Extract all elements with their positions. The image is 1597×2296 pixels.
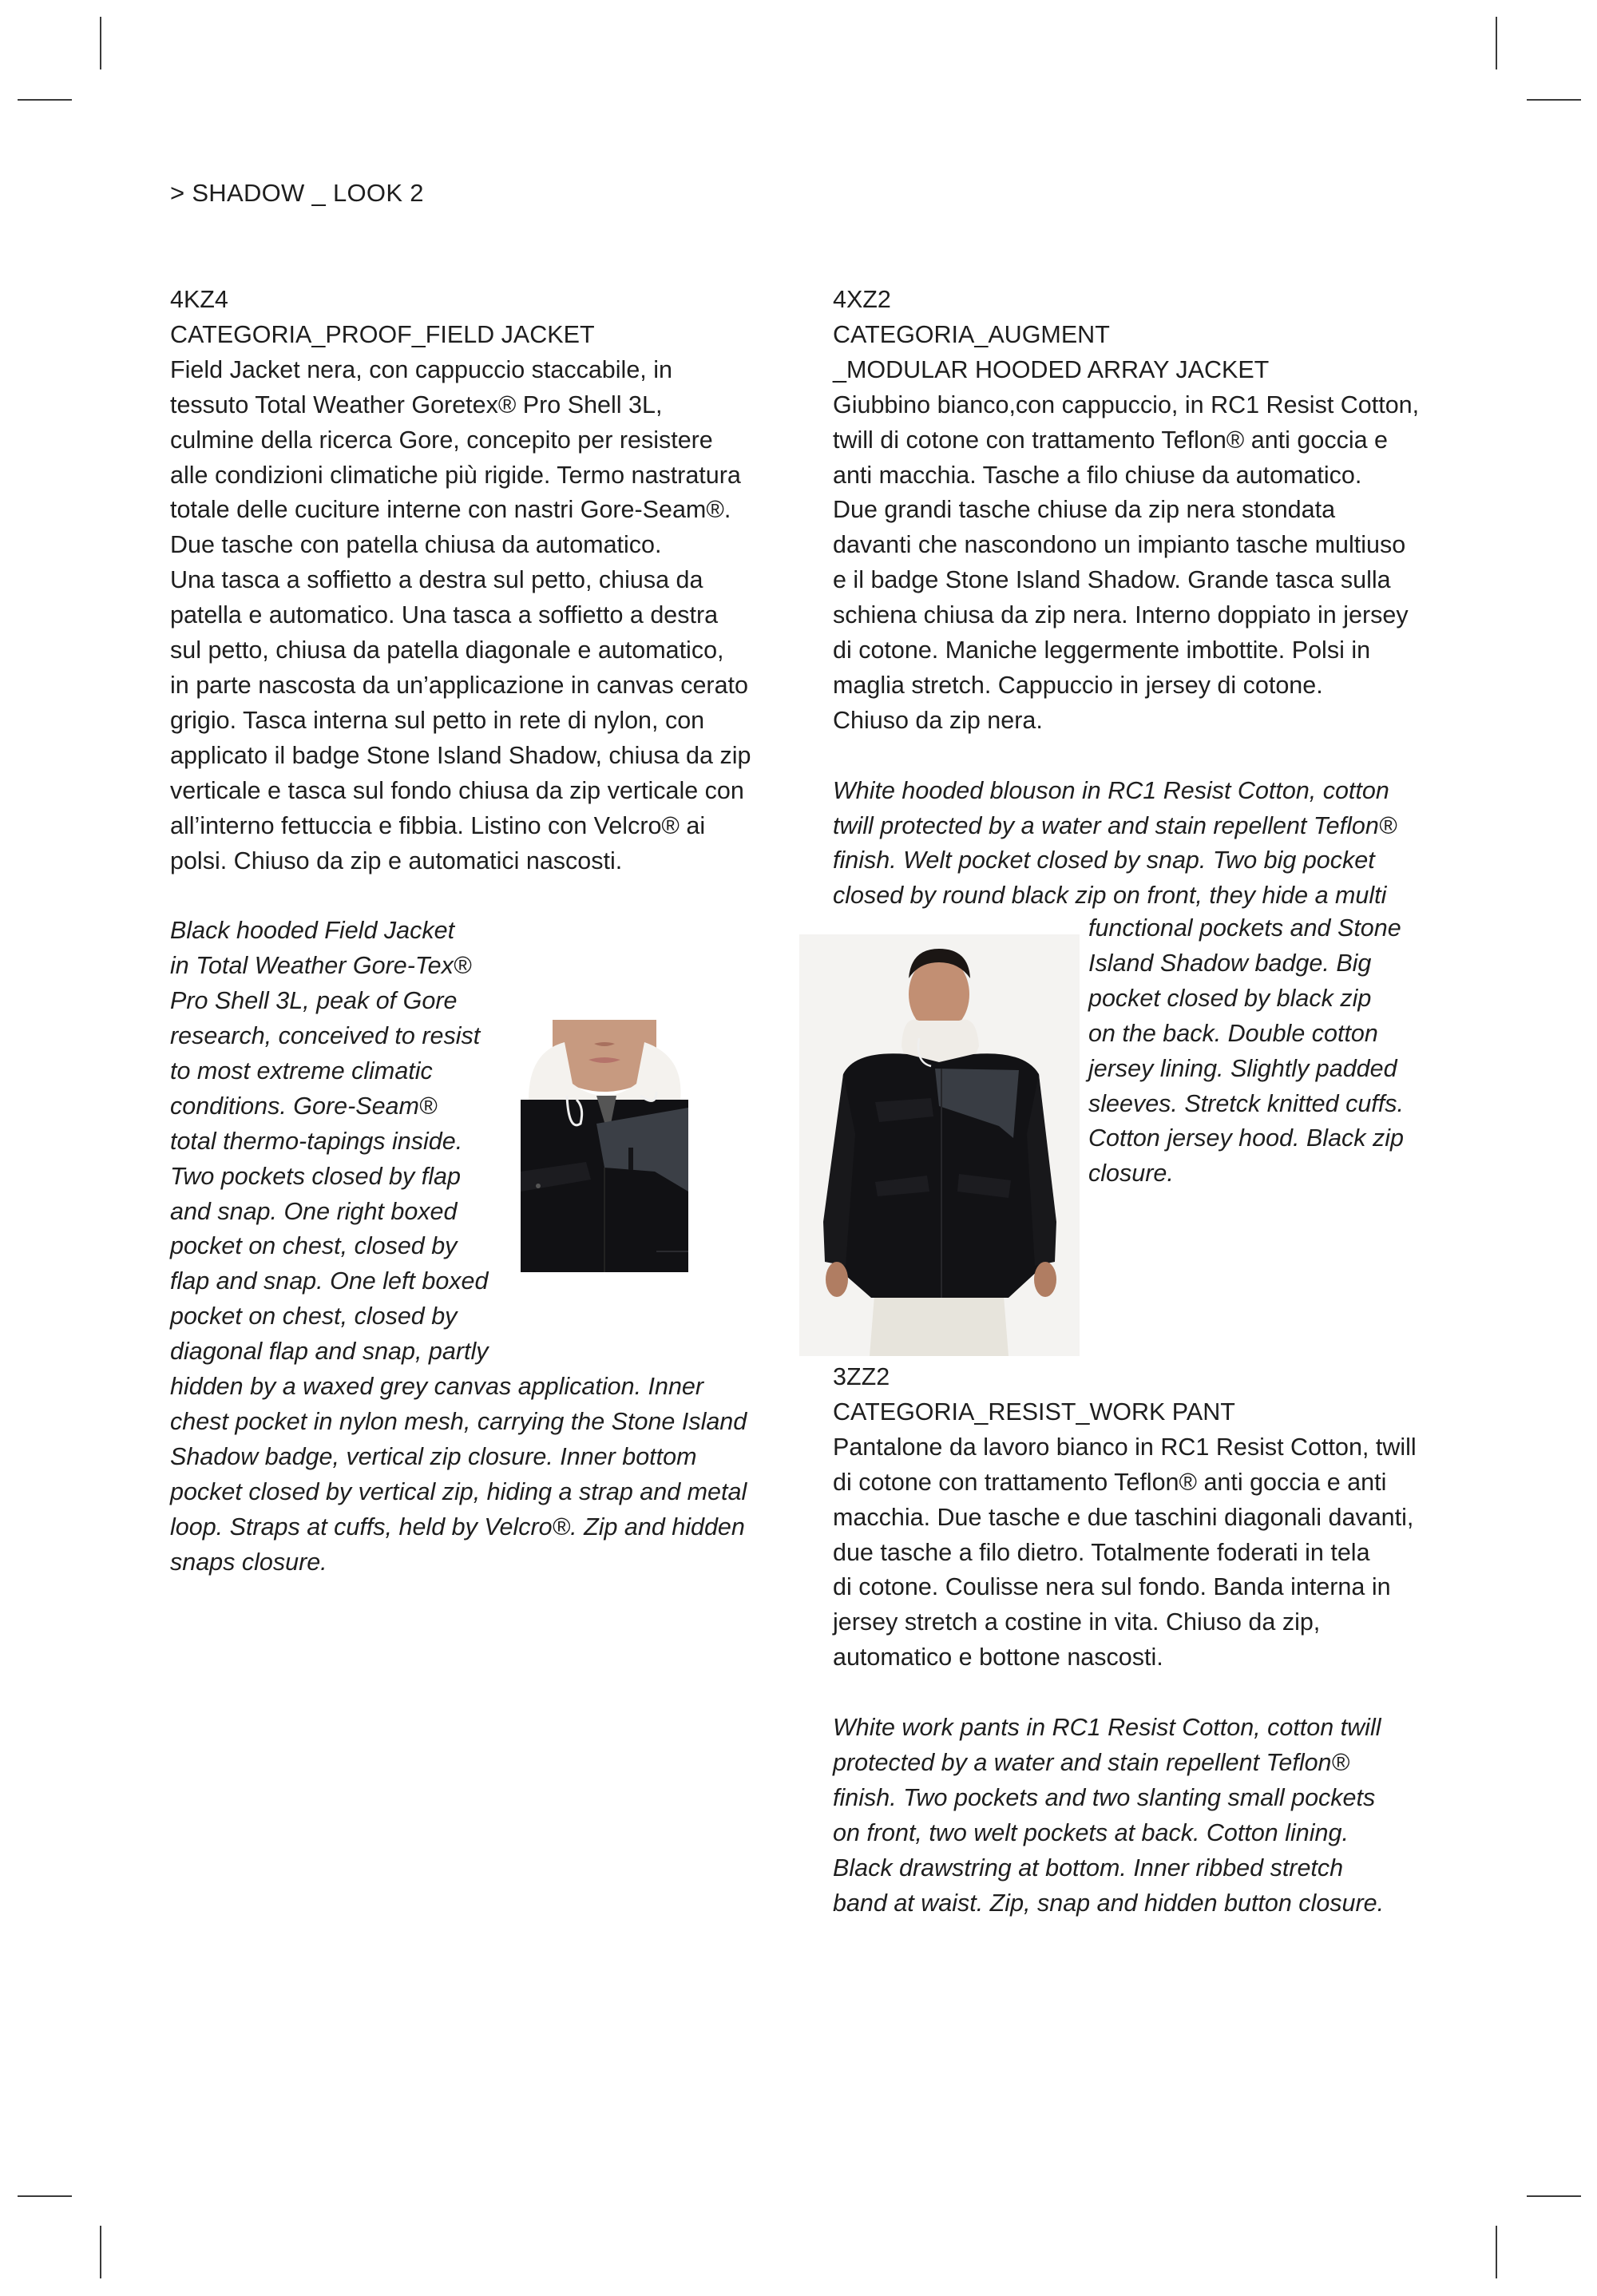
item-code: 3ZZ2 bbox=[833, 1363, 890, 1390]
text-line: conditions. Gore-Seam® bbox=[170, 1092, 438, 1120]
text-line: closure. bbox=[1088, 1160, 1174, 1188]
text-line: flap and snap. One left boxed bbox=[170, 1267, 489, 1295]
text-line: Island Shadow badge. Big bbox=[1088, 949, 1372, 977]
description-italian bbox=[170, 353, 777, 879]
item-category: CATEGORIA_RESIST_WORK PANT bbox=[833, 1398, 1235, 1426]
text-line: pocket on chest, closed by bbox=[170, 1303, 458, 1330]
description-italian bbox=[833, 388, 1456, 739]
text-line: totale delle cuciture interne con nastri Gore-Seam®. bbox=[170, 496, 731, 524]
crop-mark bbox=[1527, 2195, 1581, 2197]
text-line: finish. Two pockets and two slanting small pockets bbox=[833, 1783, 1376, 1811]
product-photo-model bbox=[799, 934, 1080, 1356]
model-illustration bbox=[799, 934, 1080, 1356]
text-line: Chiuso da zip nera. bbox=[833, 706, 1043, 734]
crop-mark bbox=[18, 99, 72, 101]
text-line: protected by a water and stain repellent Teflon® bbox=[833, 1748, 1349, 1776]
text-line: jersey stretch a costine in vita. Chiuso da zip, bbox=[833, 1608, 1321, 1636]
text-line: in parte nascosta da un’applicazione in canvas cerato bbox=[170, 671, 748, 699]
description-english-wrap bbox=[1088, 911, 1456, 1192]
text-line: Pantalone da lavoro bianco in RC1 Resist Cotton, twill bbox=[833, 1433, 1417, 1461]
text-line: Due grandi tasche chiuse da zip nera stondata bbox=[833, 496, 1336, 524]
text-line: pocket closed by black zip bbox=[1088, 984, 1372, 1012]
text-line: on front, two welt pockets at back. Cotton lining. bbox=[833, 1818, 1349, 1846]
text-line: alle condizioni climatiche più rigide. Termo nastratura bbox=[170, 461, 741, 489]
text-line: Una tasca a soffietto a destra sul petto, chiusa da bbox=[170, 566, 703, 594]
text-line: White work pants in RC1 Resist Cotton, cotton twill bbox=[833, 1714, 1381, 1742]
text-line: White hooded blouson in RC1 Resist Cotton, cotton bbox=[833, 776, 1389, 804]
item-3zz2 bbox=[833, 1360, 1456, 1921]
text-line: due tasche a filo dietro. Totalmente foderati in tela bbox=[833, 1538, 1370, 1566]
text-line: Due tasche con patella chiusa da automatico. bbox=[170, 531, 662, 559]
text-line: chest pocket in nylon mesh, carrying the Stone Island bbox=[170, 1407, 747, 1435]
text-line: sleeves. Stretck knitted cuffs. bbox=[1088, 1089, 1404, 1117]
text-line: and snap. One right boxed bbox=[170, 1197, 458, 1225]
text-line: research, conceived to resist bbox=[170, 1022, 481, 1050]
text-line: anti macchia. Tasche a filo chiuse da automatico. bbox=[833, 461, 1362, 489]
text-line: jersey lining. Slightly padded bbox=[1088, 1054, 1397, 1082]
crop-mark bbox=[100, 2226, 101, 2278]
text-line: finish. Welt pocket closed by snap. Two big pocket bbox=[833, 847, 1375, 874]
text-line: twill protected by a water and stain repellent Teflon® bbox=[833, 811, 1397, 839]
text-line: Black hooded Field Jacket bbox=[170, 917, 455, 945]
text-line: davanti che nascondono un impianto tasche multiuso bbox=[833, 531, 1406, 559]
crop-mark bbox=[100, 17, 101, 69]
text-line: on the back. Double cotton bbox=[1088, 1019, 1378, 1047]
text-line: sul petto, chiusa da patella diagonale e automatico, bbox=[170, 636, 724, 664]
text-line: di cotone. Coulisse nera sul fondo. Banda interna in bbox=[833, 1573, 1391, 1601]
text-line: hidden by a waxed grey canvas application. Inner bbox=[170, 1373, 704, 1401]
description-english bbox=[833, 774, 1456, 914]
text-line: all’interno fettuccia e fibbia. Listino con Velcro® ai bbox=[170, 811, 706, 839]
text-line: snaps closure. bbox=[170, 1548, 327, 1576]
text-line: Cotton jersey hood. Black zip bbox=[1088, 1124, 1405, 1152]
crop-mark bbox=[18, 2195, 72, 2197]
text-line: to most extreme climatic bbox=[170, 1057, 433, 1085]
text-line: loop. Straps at cuffs, held by Velcro®. Zip and hidden bbox=[170, 1513, 745, 1541]
text-line: pocket on chest, closed by bbox=[170, 1232, 458, 1260]
text-line: applicato il badge Stone Island Shadow, chiusa da zip bbox=[170, 741, 751, 769]
text-line: di cotone. Maniche leggermente imbottite. Polsi in bbox=[833, 636, 1371, 664]
text-line: Pro Shell 3L, peak of Gore bbox=[170, 987, 458, 1015]
text-line: automatico e bottone nascosti. bbox=[833, 1644, 1163, 1671]
text-line: pocket closed by vertical zip, hiding a strap and metal bbox=[170, 1477, 747, 1505]
product-photo-closeup bbox=[521, 1020, 688, 1272]
text-line: diagonal flap and snap, partly bbox=[170, 1338, 489, 1366]
text-line: macchia. Due tasche e due taschini diagonali davanti, bbox=[833, 1503, 1414, 1531]
text-line: polsi. Chiuso da zip e automatici nascosti. bbox=[170, 847, 623, 874]
text-line: di cotone con trattamento Teflon® anti goccia e anti bbox=[833, 1468, 1387, 1496]
text-line: total thermo-tapings inside. bbox=[170, 1127, 463, 1155]
text-line: maglia stretch. Cappuccio in jersey di cotone. bbox=[833, 671, 1323, 699]
text-line: Black drawstring at bottom. Inner ribbed stretch bbox=[833, 1854, 1344, 1882]
text-line: tessuto Total Weather Goretex® Pro Shell 3L, bbox=[170, 391, 663, 418]
text-line: Giubbino bianco,con cappuccio, in RC1 Resist Cotton, bbox=[833, 391, 1420, 418]
text-line: verticale e tasca sul fondo chiusa da zip verticale con bbox=[170, 776, 744, 804]
item-4xz2 bbox=[833, 283, 1456, 914]
text-line: in Total Weather Gore-Tex® bbox=[170, 952, 472, 980]
item-category-line-2: _MODULAR HOODED ARRAY JACKET bbox=[833, 355, 1270, 383]
item-code: 4KZ4 bbox=[170, 286, 228, 313]
text-line: schiena chiusa da zip nera. Interno doppiato in jersey bbox=[833, 601, 1409, 629]
text-line: band at waist. Zip, snap and hidden button closure. bbox=[833, 1889, 1385, 1917]
text-line: Shadow badge, vertical zip closure. Inner bottom bbox=[170, 1442, 697, 1470]
jacket-closeup-illustration bbox=[521, 1020, 688, 1272]
text-line: patella e automatico. Una tasca a soffietto a destra bbox=[170, 601, 719, 629]
item-category-line-1: CATEGORIA_AUGMENT bbox=[833, 320, 1110, 348]
text-line: closed by round black zip on front, they hide a multi bbox=[833, 882, 1387, 910]
text-line: culmine della ricerca Gore, concepito per resistere bbox=[170, 426, 713, 454]
crop-mark bbox=[1496, 17, 1497, 69]
item-category: CATEGORIA_PROOF_FIELD JACKET bbox=[170, 320, 595, 348]
page-header: > SHADOW _ LOOK 2 bbox=[170, 179, 424, 207]
crop-mark bbox=[1496, 2226, 1497, 2278]
text-line: twill di cotone con trattamento Teflon® anti goccia e bbox=[833, 426, 1388, 454]
crop-mark bbox=[1527, 99, 1581, 101]
text-line: Two pockets closed by flap bbox=[170, 1162, 461, 1190]
item-4kz4 bbox=[170, 283, 777, 1580]
text-line: e il badge Stone Island Shadow. Grande tasca sulla bbox=[833, 566, 1391, 594]
description-italian bbox=[833, 1430, 1456, 1675]
text-line: functional pockets and Stone bbox=[1088, 914, 1401, 942]
text-line: Field Jacket nera, con cappuccio staccabile, in bbox=[170, 355, 672, 383]
text-line: grigio. Tasca interna sul petto in rete di nylon, con bbox=[170, 706, 705, 734]
description-english bbox=[833, 1711, 1456, 1921]
item-code: 4XZ2 bbox=[833, 286, 891, 313]
